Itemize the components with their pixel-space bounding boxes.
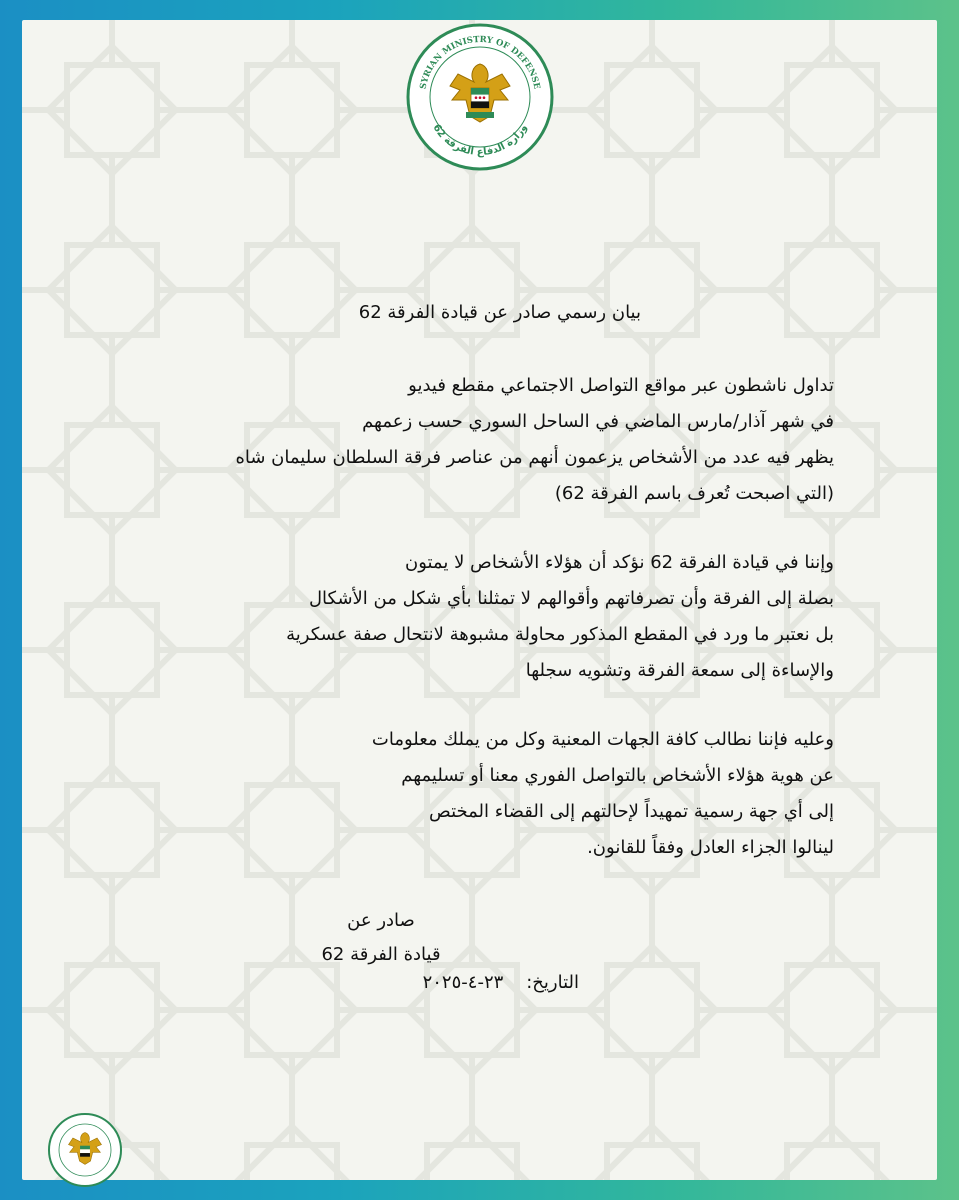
- date-line: [299, 972, 579, 993]
- paragraph-request: [134, 722, 834, 866]
- paragraph-line: والإساءة إلى سمعة الفرقة وتشويه سجلها: [525, 660, 834, 681]
- small-seal-logo: [45, 1110, 125, 1190]
- paragraph-denial: [134, 545, 834, 689]
- paragraph-line: يظهر فيه عدد من الأشخاص يزعمون أنهم من عناصر فرقة السلطان سليمان شاه: [235, 447, 834, 468]
- date-label: التاريخ:: [526, 972, 579, 993]
- svg-text:SYRIAN MINISTRY OF DEFENSE: SYRIAN MINISTRY OF DEFENSE: [418, 34, 542, 91]
- issued-by: قيادة الفرقة 62: [321, 944, 441, 965]
- paragraph-line: بل نعتبر ما ورد في المقطع المذكور محاولة مشبوهة لانتحال صفة عسكرية: [286, 624, 834, 645]
- issued-by-label: صادر عن: [347, 910, 415, 931]
- ministry-seal-logo: [405, 22, 555, 172]
- paragraph-line: تداول ناشطون عبر مواقع التواصل الاجتماعي مقطع فيديو: [408, 375, 834, 396]
- paragraph-line: وعليه فإننا نطالب كافة الجهات المعنية وكل من يملك معلومات: [371, 729, 834, 750]
- svg-text:وزارة الدفاع الفرقة 62: وزارة الدفاع الفرقة 62: [430, 122, 530, 159]
- date-value: ٢٣-٤-٢٠٢٥: [422, 972, 504, 993]
- paragraph-line: عن هوية هؤلاء الأشخاص بالتواصل الفوري معنا أو تسليمهم: [401, 765, 834, 786]
- paragraph-line: وإننا في قيادة الفرقة 62 نؤكد أن هؤلاء الأشخاص لا يمتون: [404, 552, 834, 573]
- paragraph-line: (التي اصبحت تُعرف باسم الفرقة 62): [554, 483, 834, 504]
- signature-block: [281, 904, 481, 972]
- paragraph-video-circulation: [134, 368, 834, 512]
- paragraph-line: إلى أي جهة رسمية تمهيداً لإحالتهم إلى القضاء المختص: [429, 801, 834, 822]
- paragraph-line: في شهر آذار/مارس الماضي في الساحل السوري حسب زعمهم: [362, 411, 834, 432]
- paragraph-line: بصلة إلى الفرقة وأن تصرفاتهم وأقوالهم لا تمثلنا بأي شكل من الأشكال: [308, 588, 834, 609]
- paragraph-line: لينالوا الجزاء العادل وفقاً للقانون.: [587, 837, 834, 858]
- statement-title: بيان رسمي صادر عن قيادة الفرقة 62: [358, 302, 641, 323]
